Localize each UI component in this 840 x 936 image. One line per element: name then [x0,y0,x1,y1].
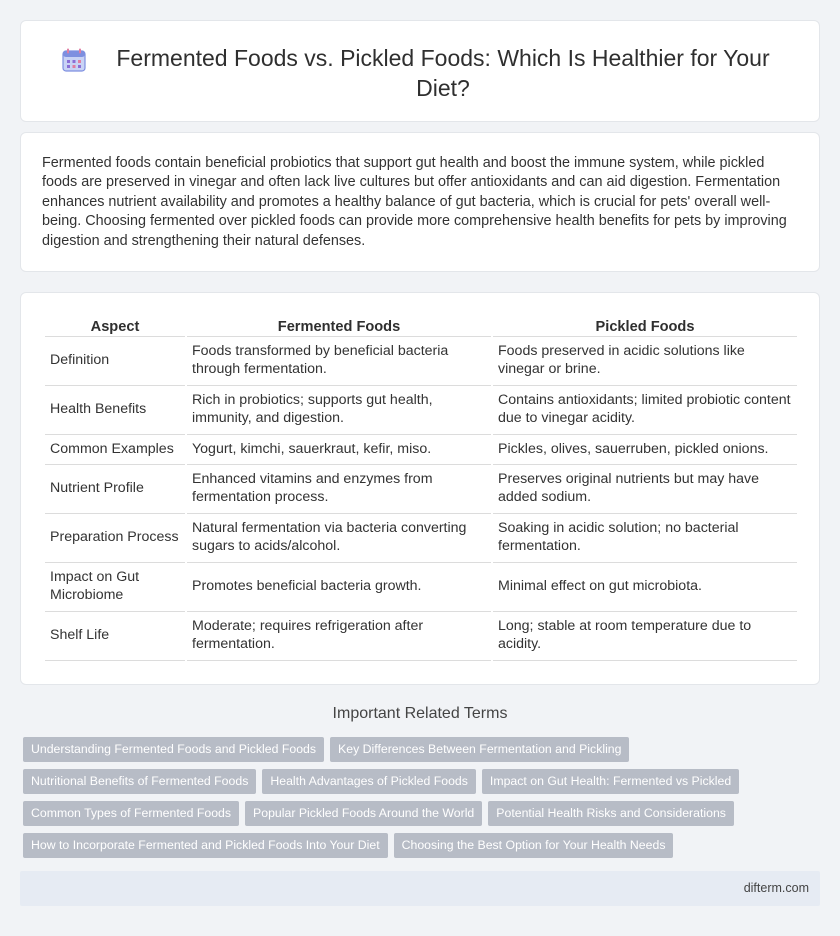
cell-pickled: Contains antioxidants; limited probiotic content due to vinegar acidity. [493,386,797,435]
cell-fermented: Foods transformed by beneficial bacteria through fermentation. [187,337,491,386]
related-term-link[interactable]: Nutritional Benefits of Fermented Foods [23,769,256,794]
comparison-table [43,315,799,661]
table-row [45,435,797,465]
table-row [45,337,797,386]
cell-aspect: Impact on Gut Microbiome [45,563,185,612]
header-fermented: Fermented Foods [187,315,491,337]
related-term-link[interactable]: Potential Health Risks and Considerations [488,801,734,826]
table-row [45,514,797,563]
related-term-link[interactable]: Key Differences Between Fermentation and Pickling [330,737,629,762]
related-term-link[interactable]: Health Advantages of Pickled Foods [262,769,476,794]
cell-fermented: Natural fermentation via bacteria converting sugars to acids/alcohol. [187,514,491,563]
cell-pickled: Preserves original nutrients but may have added sodium. [493,465,797,514]
cell-fermented: Promotes beneficial bacteria growth. [187,563,491,612]
comparison-card [20,292,820,685]
cell-aspect: Preparation Process [45,514,185,563]
title-card [20,20,820,122]
cell-fermented: Rich in probiotics; supports gut health, immunity, and digestion. [187,386,491,435]
intro-paragraph: Fermented foods contain beneficial probiotics that support gut health and boost the immune system, while pickled foods are preserved in vinegar and often lack live cultures but offer antioxidants and can aid digestion. Fermentation enhances nutrient availability and promotes a healthy balance of gut bacteria, which is crucial for pets' overall well-being. Choosing fermented over pickled foods can provide more comprehensive health benefits for pets by improving digestion and strengthening their natural defenses. [42,155,787,249]
calendar-icon [61,47,87,73]
related-terms-list [23,737,823,865]
table-row [45,612,797,661]
table-row [45,465,797,514]
cell-aspect: Nutrient Profile [45,465,185,514]
footer [20,871,820,906]
cell-pickled: Pickles, olives, sauerruben, pickled onions. [493,435,797,465]
related-term-link[interactable]: Understanding Fermented Foods and Pickled Foods [23,737,324,762]
cell-aspect: Health Benefits [45,386,185,435]
cell-pickled: Soaking in acidic solution; no bacterial fermentation. [493,514,797,563]
footer-site-link[interactable]: difterm.com [743,881,809,895]
table-row [45,386,797,435]
related-term-link[interactable]: Common Types of Fermented Foods [23,801,239,826]
title-row [61,43,789,103]
header-pickled: Pickled Foods [493,315,797,337]
cell-aspect: Shelf Life [45,612,185,661]
cell-pickled: Long; stable at room temperature due to acidity. [493,612,797,661]
cell-fermented: Yogurt, kimchi, sauerkraut, kefir, miso. [187,435,491,465]
related-term-link[interactable]: Impact on Gut Health: Fermented vs Pickled [482,769,739,794]
header-aspect: Aspect [45,315,185,337]
intro-card [20,132,820,272]
related-term-link[interactable]: Choosing the Best Option for Your Health Needs [394,833,674,858]
table-header-row [45,315,797,337]
cell-aspect: Definition [45,337,185,386]
cell-pickled: Foods preserved in acidic solutions like vinegar or brine. [493,337,797,386]
related-term-link[interactable]: How to Incorporate Fermented and Pickled Foods Into Your Diet [23,833,388,858]
cell-fermented: Enhanced vitamins and enzymes from fermentation process. [187,465,491,514]
related-terms-heading: Important Related Terms [332,705,508,722]
table-row [45,563,797,612]
related-term-link[interactable]: Popular Pickled Foods Around the World [245,801,482,826]
cell-aspect: Common Examples [45,435,185,465]
cell-pickled: Minimal effect on gut microbiota. [493,563,797,612]
page-title: Fermented Foods vs. Pickled Foods: Which Is Healthier for Your Diet? [116,45,770,101]
cell-fermented: Moderate; requires refrigeration after fermentation. [187,612,491,661]
